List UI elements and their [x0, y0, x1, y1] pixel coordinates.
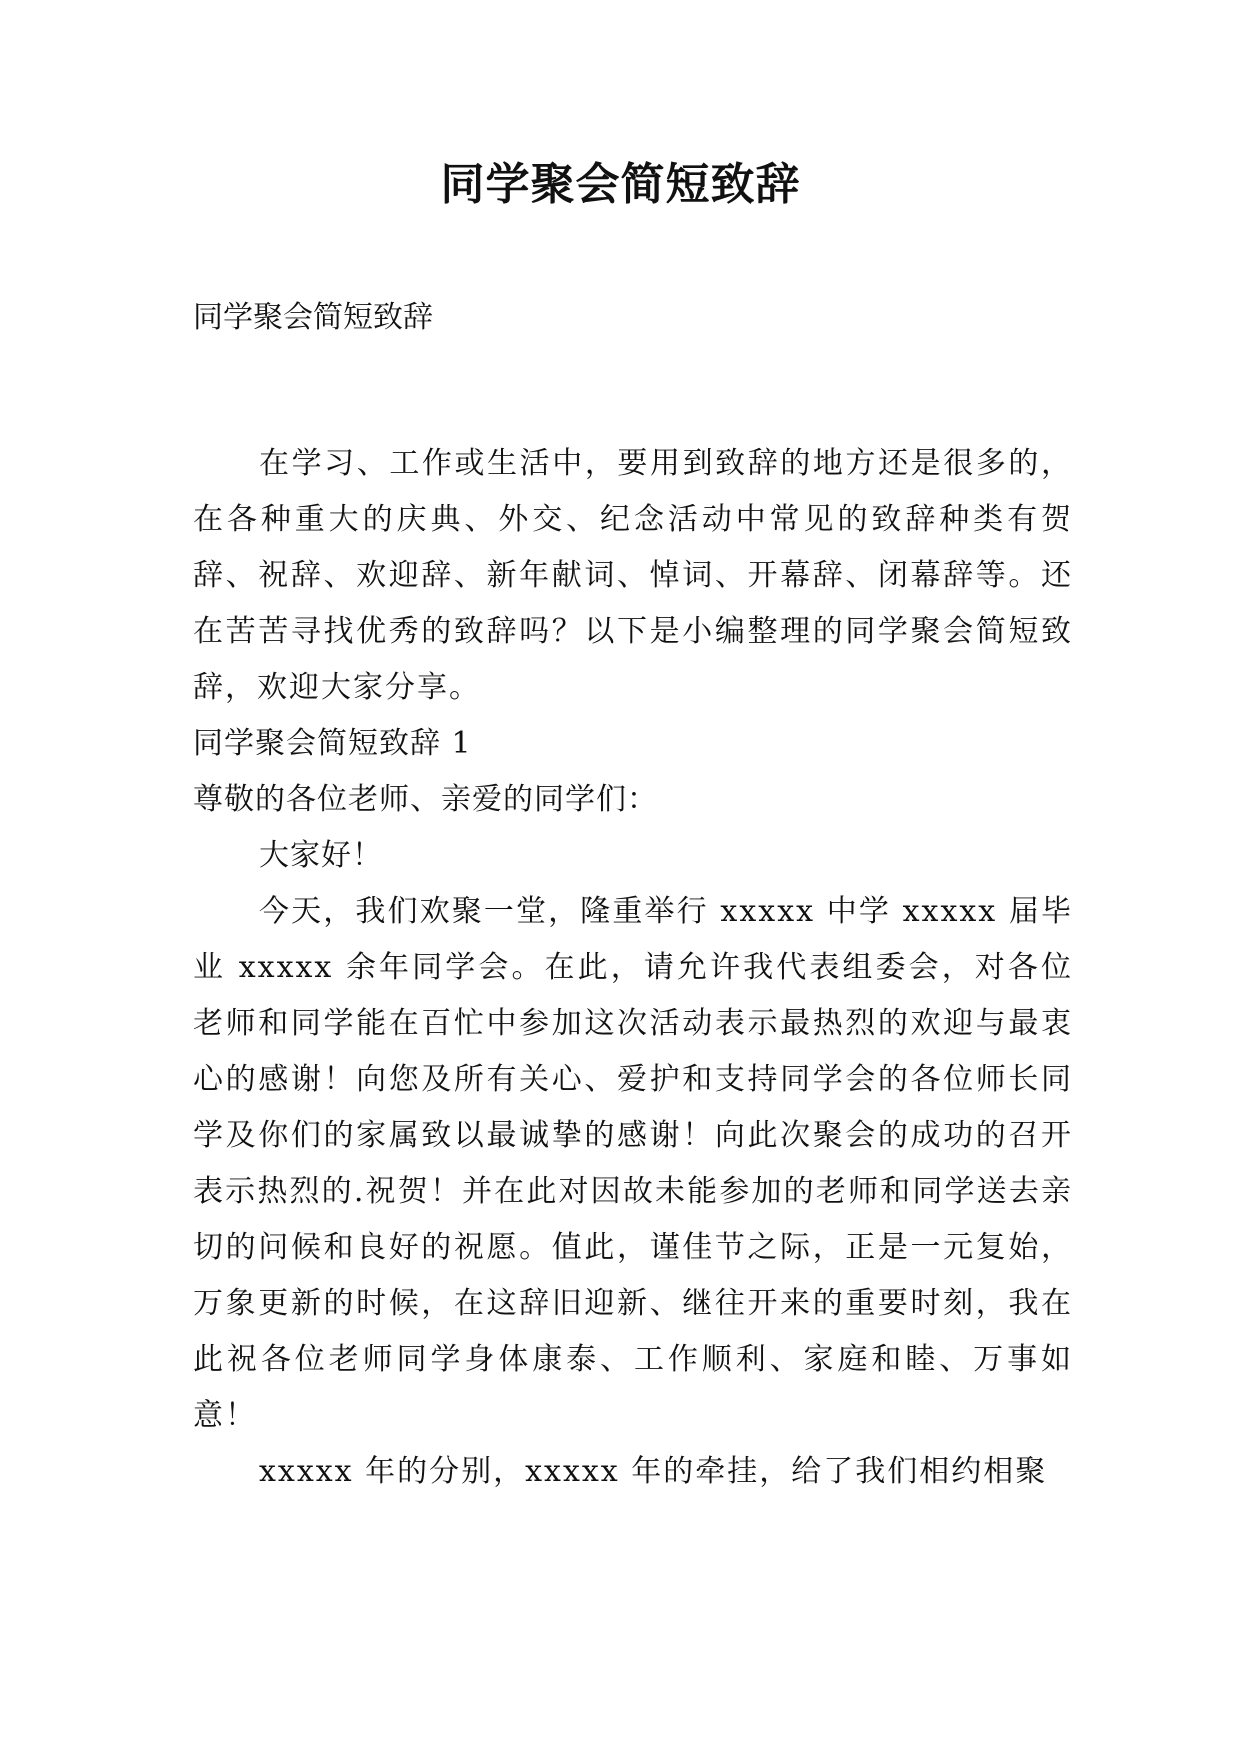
intro-paragraph: 在学习、工作或生活中，要用到致辞的地方还是很多的，在各种重大的庆典、外交、纪念活动中常见的致辞种类有贺辞、祝辞、欢迎辞、新年献词、悼词、开幕辞、闭幕辞等。还在苦苦寻找优秀的致辞吗？以下是小编整理的同学聚会简短致辞，欢迎大家分享。	[193, 446, 1073, 705]
section-heading: 同学聚会简短致辞 1	[193, 726, 472, 761]
document-body	[193, 290, 1073, 1500]
body-paragraph: 今天，我们欢聚一堂，隆重举行 xxxxx 中学 xxxxx 届毕业 xxxxx 余年同学会。在此，请允许我代表组委会，对各位老师和同学能在百忙中参加这次活动表示最热烈的欢迎与最衷心的感谢！向您及所有关心、爱护和支持同学会的各位师长同学及你们的家属致以最诚挚的感谢！向此次聚会的成功的召开表示热烈的.祝贺！并在此对因故未能参加的老师和同学送去亲切的问候和良好的祝愿。值此，谨佳节之际，正是一元复始，万象更新的时候，在这辞旧迎新、继往开来的重要时刻，我在此祝各位老师同学身体康泰、工作顺利、家庭和睦、万事如意！	[193, 894, 1073, 1433]
body-paragraph: xxxxx 年的分别，xxxxx 年的牵挂，给了我们相约相聚	[259, 1454, 1048, 1489]
greeting: 大家好！	[259, 838, 383, 873]
document-title: 同学聚会简短致辞	[440, 159, 801, 210]
salutation: 尊敬的各位老师、亲爱的同学们：	[193, 782, 658, 817]
document-subtitle: 同学聚会简短致辞	[193, 300, 433, 335]
